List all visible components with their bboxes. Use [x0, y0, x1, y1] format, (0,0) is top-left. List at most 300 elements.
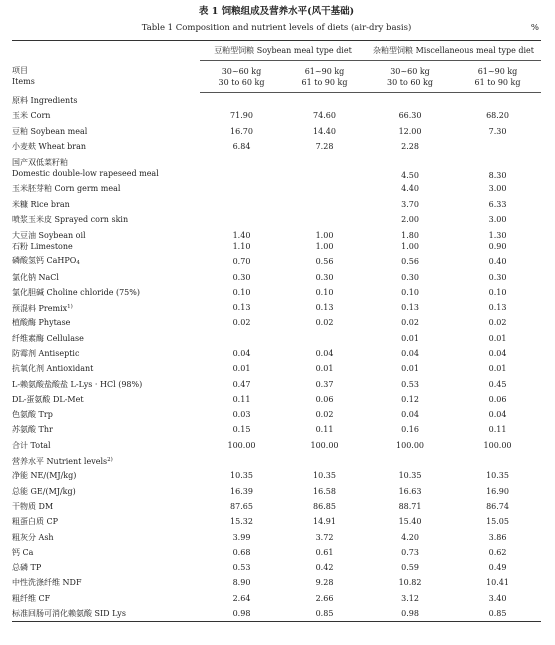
- row-value-text: 7.28: [315, 142, 334, 152]
- row-value-text: 2.28: [401, 142, 419, 152]
- row-value-text: 0.53: [401, 379, 419, 389]
- row-value: [366, 212, 454, 227]
- row-value: [454, 346, 541, 361]
- row-label-main: 合计 Total: [12, 440, 51, 450]
- row-value-line2: 1.10: [232, 241, 251, 251]
- row-label: [12, 315, 200, 330]
- row-value: [366, 108, 454, 123]
- table-row: [12, 529, 541, 544]
- row-value-text: 3.40: [488, 593, 507, 603]
- row-value: [454, 422, 541, 437]
- row-value: [366, 361, 454, 376]
- table-row: [12, 300, 541, 315]
- row-label-main: 中性洗涤纤维 NDF: [12, 578, 82, 588]
- row-value-text: 100.00: [396, 440, 425, 450]
- row-value: [283, 315, 366, 330]
- row-value: [454, 376, 541, 391]
- row-label: [12, 392, 200, 407]
- row-value: [200, 484, 283, 499]
- row-value: [366, 315, 454, 330]
- row-value: [454, 300, 541, 315]
- header-items-cn: 项目: [12, 65, 28, 75]
- row-label-main: 总能 GE/(MJ/kg): [12, 486, 76, 496]
- composition-table: [12, 40, 541, 622]
- row-value-text: 3.70: [401, 199, 419, 209]
- table-row: [12, 269, 541, 284]
- row-value: [366, 254, 454, 269]
- row-label-main: 国产双低菜籽粕: [12, 157, 68, 167]
- row-label-second-line: 石粉 Limestone: [12, 241, 73, 251]
- table-row: [12, 575, 541, 590]
- row-label-text: [12, 110, 200, 121]
- row-value-text: 0.02: [401, 318, 419, 328]
- row-label-text: [12, 199, 200, 210]
- table-body: [12, 93, 541, 622]
- row-value-line1: 1.80: [401, 230, 419, 240]
- row-value: [454, 560, 541, 575]
- row-value-text: 0.47: [232, 379, 251, 389]
- row-value-text: 0.45: [488, 379, 507, 389]
- row-value-text: 15.40: [398, 517, 422, 527]
- row-label-text: [12, 501, 200, 512]
- row-label: [12, 407, 200, 422]
- row-value-text: 0.10: [315, 287, 334, 297]
- row-value-text: 71.90: [230, 111, 253, 121]
- row-label: [12, 484, 200, 499]
- header-sub-col: [454, 61, 541, 93]
- row-value-text: 0.01: [232, 364, 251, 374]
- row-value: [366, 285, 454, 300]
- row-label-main: 预混料 Premix: [12, 303, 68, 313]
- row-value: [454, 154, 541, 181]
- row-value-text: 0.04: [232, 349, 251, 358]
- row-label-text: [12, 255, 200, 269]
- row-value-text: 0.04: [401, 410, 419, 420]
- row-value-text: 0.02: [315, 410, 334, 420]
- row-value-text: 15.05: [486, 517, 509, 527]
- row-value-text: 100.00: [483, 440, 512, 450]
- row-label: [12, 181, 200, 196]
- row-label-text: [12, 302, 200, 314]
- table-row: [12, 196, 541, 211]
- row-label-text: [12, 593, 200, 604]
- row-value-text: 4.50: [401, 171, 419, 181]
- table-title-en: Table 1 Composition and nutrient levels of diets (air-dry basis): [141, 23, 412, 33]
- row-label-text: [12, 214, 200, 225]
- row-label-main: 粗蛋白质 CP: [12, 517, 59, 527]
- header-sub-col: [283, 61, 366, 93]
- row-value-text: 10.41: [486, 578, 509, 588]
- row-value: [366, 227, 454, 254]
- row-value: [283, 331, 366, 346]
- row-value: [366, 346, 454, 361]
- header-group-misc: 杂粕型饲粮 Miscellaneous meal type diet: [366, 41, 541, 61]
- row-label: [12, 331, 200, 346]
- row-label-main: 抗氧化剂 Antioxidant: [12, 364, 94, 374]
- table-row: [12, 422, 541, 437]
- row-value-text: 12.00: [398, 126, 422, 136]
- row-value: [454, 285, 541, 300]
- row-value: [366, 422, 454, 437]
- row-value-text: 2.00: [401, 214, 419, 224]
- row-value-text: 16.90: [486, 486, 509, 496]
- row-value-text: 0.61: [315, 547, 334, 557]
- row-label-text: [12, 126, 200, 137]
- row-value-text: 0.11: [488, 425, 507, 435]
- row-label-text: [12, 363, 200, 374]
- row-value-text: 0.42: [315, 563, 334, 573]
- row-value-text: 0.01: [315, 364, 334, 374]
- row-value: [283, 422, 366, 437]
- row-value: [283, 196, 366, 211]
- row-label-main: 苏氨酸 Thr: [12, 425, 53, 435]
- row-value-text: 74.60: [313, 111, 336, 121]
- row-value: [283, 407, 366, 422]
- row-value-text: 7.30: [488, 126, 507, 136]
- row-value: [200, 285, 283, 300]
- row-value-line1: 1.30: [488, 230, 507, 240]
- table-title-en-wrap: [12, 22, 541, 34]
- row-label: [12, 560, 200, 575]
- row-value-text: 4.20: [401, 532, 419, 542]
- row-label: [12, 606, 200, 622]
- row-label: [12, 468, 200, 483]
- row-label: [12, 422, 200, 437]
- row-value: [283, 438, 366, 453]
- row-value-text: 3.00: [488, 214, 507, 224]
- row-value: [283, 108, 366, 123]
- row-value: [283, 529, 366, 544]
- row-value: [454, 254, 541, 269]
- row-value: [283, 300, 366, 315]
- row-value: [366, 331, 454, 346]
- row-label-main: 玉米胚芽粕 Corn germ meal: [12, 184, 121, 194]
- row-value-text: 0.02: [488, 318, 507, 328]
- row-value-text: 10.35: [230, 471, 253, 481]
- row-value: [200, 154, 283, 181]
- row-value-text: 0.30: [232, 272, 251, 282]
- row-value: [454, 453, 541, 468]
- row-value: [454, 575, 541, 590]
- row-label: [12, 514, 200, 529]
- row-value: [454, 196, 541, 211]
- row-label-text: [12, 333, 200, 344]
- row-value-text: 16.39: [230, 486, 253, 496]
- row-value: [366, 139, 454, 154]
- row-value: [200, 227, 283, 254]
- row-value-text: 0.13: [232, 303, 251, 313]
- row-label: [12, 269, 200, 284]
- row-value-text: 0.13: [315, 303, 334, 313]
- table-unit: %: [530, 23, 539, 33]
- row-value: [200, 196, 283, 211]
- row-value: [283, 254, 366, 269]
- row-value-text: 0.06: [488, 394, 507, 404]
- row-label-text: [12, 287, 200, 298]
- row-label: [12, 254, 200, 269]
- row-value: [366, 181, 454, 196]
- row-value: [283, 591, 366, 606]
- row-value-text: 0.30: [488, 272, 507, 282]
- table-row: [12, 124, 541, 139]
- row-value: [200, 560, 283, 575]
- row-label-text: [12, 532, 200, 543]
- header-sub-en: 61 to 90 kg: [301, 78, 348, 87]
- row-label: [12, 499, 200, 514]
- row-value-line1: 1.40: [232, 230, 251, 240]
- row-value-text: 0.85: [488, 609, 507, 619]
- row-label: [12, 300, 200, 315]
- row-value-text: 0.01: [401, 333, 419, 343]
- row-label: [12, 575, 200, 590]
- row-value-text: 10.35: [398, 471, 422, 481]
- row-value: [283, 212, 366, 227]
- row-value: [283, 181, 366, 196]
- row-value-text: 66.30: [398, 111, 422, 121]
- row-value: [200, 361, 283, 376]
- row-value: [283, 346, 366, 361]
- row-value-text: 68.20: [486, 111, 509, 121]
- row-value-text: 100.00: [310, 440, 339, 450]
- row-value: [200, 124, 283, 139]
- row-value: [366, 560, 454, 575]
- row-value-text: 0.53: [232, 563, 251, 573]
- row-value-text: 0.56: [315, 257, 334, 267]
- header-sub-cn: 30~60 kg: [390, 67, 430, 76]
- header-sub-en: 61 to 90 kg: [474, 78, 521, 87]
- row-label: [12, 438, 200, 453]
- row-value-text: 8.30: [488, 171, 507, 181]
- row-label-text: [12, 455, 200, 467]
- header-sub-cn: 61~90 kg: [304, 67, 345, 76]
- row-value-text: 10.35: [313, 471, 336, 481]
- row-label-main: 植酸酶 Phytase: [12, 318, 71, 328]
- row-value: [454, 438, 541, 453]
- row-value-text: 15.32: [230, 517, 253, 527]
- table-row: [12, 93, 541, 109]
- row-label-text: [12, 424, 200, 435]
- row-value-text: 0.10: [488, 287, 507, 297]
- row-value-text: 0.49: [488, 563, 507, 573]
- table-row: [12, 108, 541, 123]
- row-label-main: 氯化胆碱 Choline chloride (75%): [12, 287, 140, 297]
- row-value: [200, 453, 283, 468]
- row-value-line2: 0.90: [488, 241, 507, 251]
- row-label-text: [12, 141, 200, 152]
- row-value: [366, 124, 454, 139]
- table-row: [12, 591, 541, 606]
- table-row: [12, 227, 541, 254]
- row-value-text: 0.62: [488, 547, 507, 557]
- row-label-main: 氯化钠 NaCl: [12, 272, 59, 282]
- row-value-text: 0.02: [232, 318, 251, 328]
- row-value-text: 2.66: [315, 593, 334, 603]
- row-value: [200, 529, 283, 544]
- row-value: [366, 499, 454, 514]
- row-label-text: [12, 157, 200, 168]
- row-value-text: 4.40: [401, 184, 419, 194]
- row-value-text: 3.86: [488, 532, 507, 542]
- row-value-text: 0.06: [315, 394, 334, 404]
- row-value-text: 0.16: [401, 425, 419, 435]
- table-row: [12, 407, 541, 422]
- row-label-main: 干物质 DM: [12, 501, 54, 511]
- row-value-text: 8.90: [232, 578, 251, 588]
- table-title-cn: 表 1 饲粮组成及营养水平(风干基础): [198, 6, 355, 17]
- row-value-text: 0.03: [232, 410, 251, 420]
- row-value: [366, 392, 454, 407]
- row-label-main: 喷浆玉米皮 Sprayed corn skin: [12, 214, 129, 224]
- row-label-main: 米糠 Rice bran: [12, 199, 70, 209]
- row-value: [366, 376, 454, 391]
- row-value-text: 0.85: [315, 609, 334, 619]
- row-label: [12, 285, 200, 300]
- row-value: [454, 545, 541, 560]
- row-label-footnote: 1): [67, 303, 73, 310]
- row-label-subscript: 4: [76, 259, 80, 266]
- row-value: [366, 269, 454, 284]
- row-label-main: 原料 Ingredients: [12, 95, 78, 105]
- row-label-main: 防霉剂 Antiseptic: [12, 349, 80, 358]
- table-row: [12, 545, 541, 560]
- row-value-text: 0.11: [232, 394, 251, 404]
- table-row: [12, 468, 541, 483]
- row-value: [283, 376, 366, 391]
- table-row: [12, 560, 541, 575]
- row-value: [200, 346, 283, 361]
- row-label-main: 粗灰分 Ash: [12, 532, 54, 542]
- row-label: [12, 139, 200, 154]
- header-sub-cn: 30~60 kg: [221, 67, 262, 76]
- row-label-text: [12, 547, 200, 558]
- row-value-text: 3.99: [232, 532, 251, 542]
- row-label-text: [12, 516, 200, 527]
- row-value-text: 0.11: [315, 425, 334, 435]
- row-value-text: 87.65: [230, 501, 253, 511]
- row-value: [454, 331, 541, 346]
- table-row: [12, 361, 541, 376]
- row-value-text: 0.56: [401, 257, 419, 267]
- row-label-main: 纤维素酶 Cellulase: [12, 333, 84, 343]
- row-value-text: 0.13: [488, 303, 507, 313]
- row-value: [454, 499, 541, 514]
- row-value-text: 10.35: [486, 471, 509, 481]
- row-value: [283, 93, 366, 109]
- row-value: [283, 606, 366, 622]
- table-row: [12, 331, 541, 346]
- row-value-text: 2.64: [232, 593, 251, 603]
- row-value-text: 0.04: [401, 349, 419, 358]
- row-value: [454, 468, 541, 483]
- row-value: [454, 361, 541, 376]
- row-value: [200, 108, 283, 123]
- row-value-text: 0.68: [232, 547, 251, 557]
- table-row: [12, 346, 541, 361]
- row-label-main: DL-蛋氨酸 DL-Met: [12, 394, 84, 404]
- row-value-text: 0.04: [488, 410, 507, 420]
- row-value-text: 0.04: [488, 349, 507, 358]
- row-value-text: 0.30: [401, 272, 419, 282]
- row-value: [283, 514, 366, 529]
- row-value: [200, 315, 283, 330]
- row-value-text: 6.84: [232, 142, 251, 152]
- row-value: [366, 545, 454, 560]
- row-value: [283, 392, 366, 407]
- row-value: [200, 269, 283, 284]
- row-value: [366, 154, 454, 181]
- row-value-text: 16.70: [230, 126, 253, 136]
- row-value: [454, 269, 541, 284]
- table-row: [12, 392, 541, 407]
- row-value: [454, 606, 541, 622]
- row-value-text: 9.28: [315, 578, 334, 588]
- row-value: [366, 300, 454, 315]
- row-value-line2: 1.00: [315, 241, 334, 251]
- row-value-text: 0.01: [401, 364, 419, 374]
- row-value: [366, 606, 454, 622]
- table-row: [12, 438, 541, 453]
- row-value-text: 86.74: [486, 501, 509, 511]
- row-label: [12, 361, 200, 376]
- table-row: [12, 514, 541, 529]
- row-value: [283, 139, 366, 154]
- row-value-text: 0.98: [401, 609, 419, 619]
- row-label-main: 粗纤维 CF: [12, 593, 51, 603]
- row-value: [454, 484, 541, 499]
- row-label-main: 净能 NE/(MJ/kg): [12, 471, 77, 481]
- row-value: [200, 392, 283, 407]
- row-value-text: 0.10: [232, 287, 251, 297]
- row-value: [366, 438, 454, 453]
- row-value: [454, 108, 541, 123]
- row-value-line1: 1.00: [315, 230, 334, 240]
- row-value: [200, 181, 283, 196]
- row-label-text: [12, 608, 200, 619]
- row-value: [454, 315, 541, 330]
- row-label-main: 色氨酸 Trp: [12, 410, 53, 420]
- row-label-text: [12, 317, 200, 328]
- row-value: [200, 438, 283, 453]
- row-value: [366, 529, 454, 544]
- row-value-text: 3.72: [315, 532, 334, 542]
- row-value-text: 6.33: [488, 199, 507, 209]
- row-label-text: [12, 272, 200, 283]
- row-label-main: 标准回肠可消化赖氨酸 SID Lys: [12, 609, 126, 619]
- header-items: [12, 41, 200, 93]
- row-value: [283, 545, 366, 560]
- table-row: [12, 484, 541, 499]
- header-group-soybean: 豆粕型饲粮 Soybean meal type diet: [200, 41, 366, 61]
- table-row: [12, 376, 541, 391]
- row-value: [454, 591, 541, 606]
- row-value: [200, 331, 283, 346]
- row-value-text: 0.15: [232, 425, 251, 435]
- row-value: [454, 181, 541, 196]
- row-value: [283, 499, 366, 514]
- row-value: [200, 212, 283, 227]
- row-label-text: [12, 95, 200, 106]
- row-value: [200, 407, 283, 422]
- row-label: [12, 529, 200, 544]
- row-label: [12, 227, 200, 254]
- header-sub-cn: 61~90 kg: [477, 67, 518, 76]
- row-value-text: 0.02: [315, 318, 334, 328]
- row-value: [200, 575, 283, 590]
- row-label: [12, 154, 200, 181]
- row-label: [12, 93, 200, 109]
- row-value-text: 3.00: [488, 184, 507, 194]
- row-value-text: 16.58: [313, 486, 336, 496]
